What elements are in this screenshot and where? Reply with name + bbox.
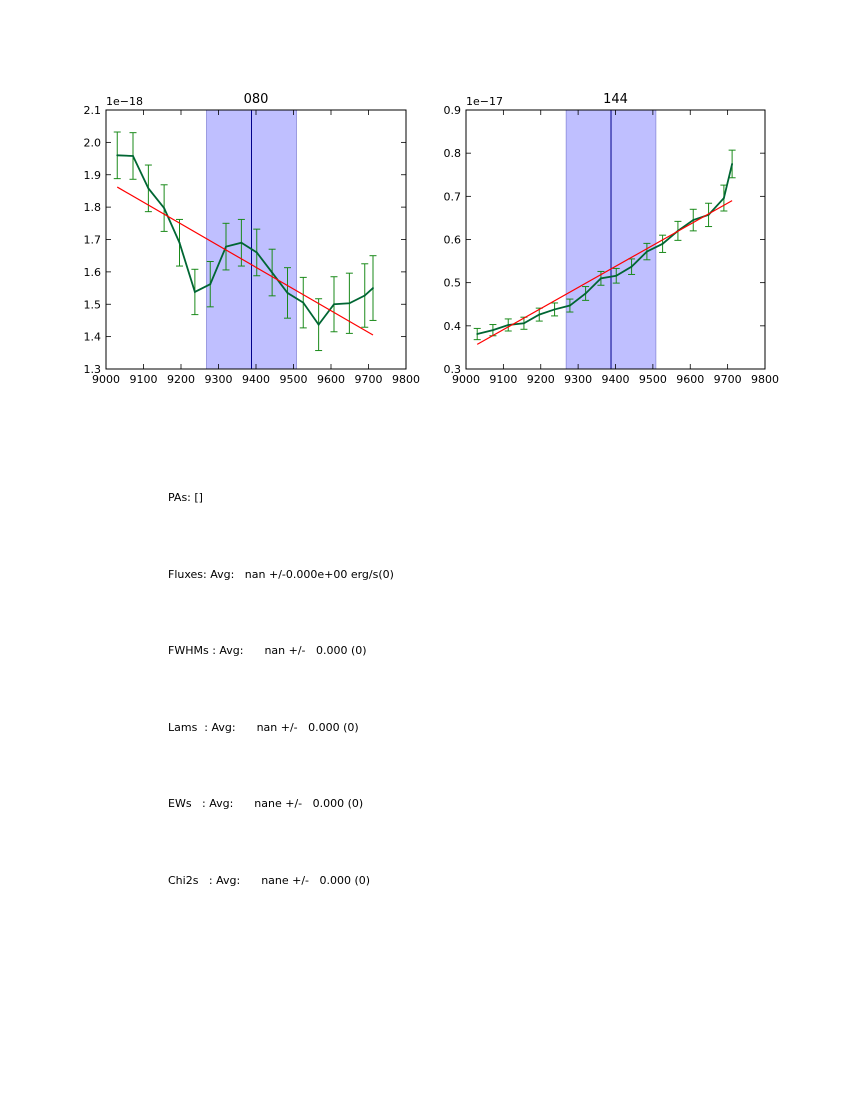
chart-title: 144	[603, 92, 628, 107]
x-tick-label: 9300	[564, 373, 593, 386]
data-point	[116, 154, 118, 156]
data-point	[132, 155, 134, 157]
data-point	[692, 219, 694, 221]
stats-pas: PAs: []	[168, 491, 203, 504]
data-point	[348, 302, 350, 304]
y-tick-label: 0.3	[443, 363, 461, 376]
data-point	[333, 303, 335, 305]
x-tick-label: 9000	[452, 373, 480, 386]
y-tick-label: 0.4	[443, 319, 461, 333]
y-tick-label: 1.8	[83, 201, 101, 215]
y-tick-label: 1.3	[83, 363, 101, 376]
data-point	[318, 324, 320, 326]
data-point	[523, 322, 525, 324]
panel-080	[84, 92, 421, 386]
stats-fluxes: Fluxes: Avg: nan +/-0.000e+00 erg/s(0)	[168, 567, 394, 581]
y-tick-label: 0.5	[443, 276, 461, 290]
y-tick-label: 1.5	[83, 298, 101, 312]
x-tick-label: 9300	[204, 373, 233, 386]
data-point	[194, 291, 196, 293]
data-point	[631, 266, 633, 268]
data-point	[179, 242, 181, 244]
y-tick-label: 1.9	[83, 168, 101, 182]
data-point	[492, 329, 494, 331]
y-tick-label: 2.1	[83, 104, 101, 117]
data-point	[287, 292, 289, 294]
data-point	[271, 272, 273, 274]
data-point	[364, 295, 366, 297]
x-tick-label: 9000	[92, 373, 120, 386]
data-point	[507, 324, 509, 326]
data-point	[600, 277, 602, 279]
data-point	[569, 305, 571, 307]
y-offset-label: 1e−17	[466, 95, 503, 108]
data-point	[147, 187, 149, 189]
x-tick-label: 9400	[242, 373, 270, 386]
x-tick-label: 9600	[676, 373, 705, 386]
x-tick-label: 9500	[638, 373, 667, 386]
y-tick-label: 2.0	[83, 136, 101, 150]
y-tick-label: 1.6	[83, 265, 101, 279]
x-tick-label: 9600	[317, 373, 345, 386]
data-point	[731, 163, 733, 165]
x-tick-label: 9200	[167, 373, 195, 386]
data-point	[585, 293, 587, 295]
data-point	[723, 197, 725, 199]
y-tick-label: 1.4	[83, 330, 101, 344]
data-point	[476, 333, 478, 335]
data-point	[240, 242, 242, 244]
data-point	[225, 246, 227, 248]
data-point	[662, 243, 664, 245]
y-tick-label: 0.8	[443, 147, 461, 161]
x-tick-label: 9400	[601, 373, 630, 386]
stats-chi2s: Chi2s : Avg: nane +/- 0.000 (0)	[168, 873, 371, 887]
y-tick-label: 1.7	[83, 233, 101, 247]
x-tick-label: 9800	[751, 373, 779, 386]
data-point	[302, 302, 304, 304]
y-tick-label: 0.7	[443, 190, 461, 204]
panel-144	[444, 92, 780, 386]
y-tick-label: 0.6	[443, 233, 461, 247]
data-point	[554, 309, 556, 311]
x-tick-label: 9800	[392, 373, 420, 386]
data-point	[256, 252, 258, 254]
x-tick-label: 9200	[526, 373, 555, 386]
data-point	[538, 314, 540, 316]
stats-fwhms: FWHMs : Avg: nan +/- 0.000 (0)	[168, 644, 367, 657]
x-tick-label: 9700	[354, 373, 383, 386]
x-tick-label: 9100	[489, 373, 518, 386]
data-point	[163, 207, 165, 209]
data-point	[646, 251, 648, 253]
stats-ews: EWs : Avg: nane +/- 0.000 (0)	[168, 797, 364, 810]
x-tick-label: 9700	[713, 373, 742, 386]
x-tick-label: 9100	[129, 373, 158, 386]
data-point	[615, 275, 617, 277]
y-tick-label: 0.9	[443, 104, 461, 117]
x-tick-label: 9500	[279, 373, 308, 386]
stats-lams: Lams : Avg: nan +/- 0.000 (0)	[168, 720, 359, 734]
y-offset-label: 1e−18	[106, 95, 143, 108]
stats-block	[168, 434, 394, 919]
chart-title: 080	[243, 92, 269, 107]
data-point	[209, 283, 211, 285]
data-point	[372, 287, 374, 289]
